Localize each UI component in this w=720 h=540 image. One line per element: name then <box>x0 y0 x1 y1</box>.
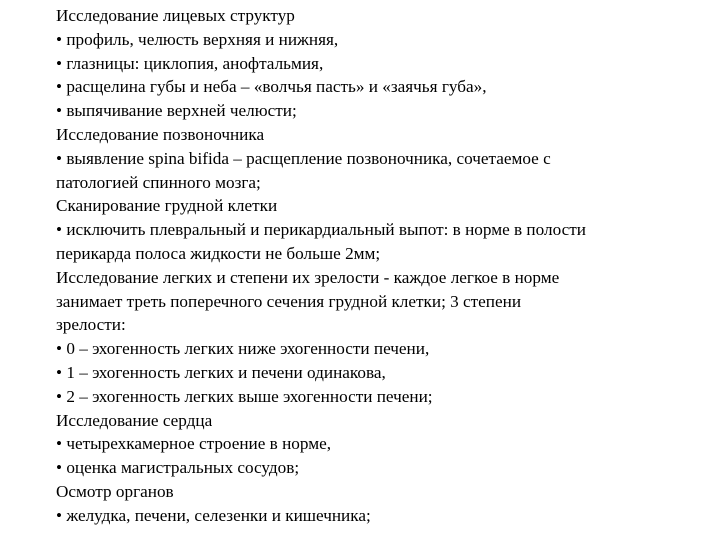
bullet-maturity-2: • 2 – эхогенность легких выше эхогенности печени; <box>56 386 433 406</box>
section-heading-lungs-maturity: Исследование легких и степени их зрелости - каждое легкое в норме <box>56 267 560 287</box>
bullet-maturity-0: • 0 – эхогенность легких ниже эхогенности печени, <box>56 339 430 359</box>
bullet-spina-bifida: • выявление spina bifida – расщепление позвоночника, сочетаемое с <box>56 148 551 168</box>
bullet-great-vessels: • оценка магистральных сосудов; <box>56 458 300 478</box>
section-heading-heart: Исследование сердца <box>56 410 213 430</box>
bullet-effusion-continued: перикарда полоса жидкости не больше 2мм; <box>56 243 381 263</box>
bullet-effusion: • исключить плевральный и перикардиальный выпот: в норме в полости <box>56 220 586 240</box>
bullet-spina-bifida-continued: патологией спинного мозга; <box>56 172 261 192</box>
bullet-abdominal-organs: • желудка, печени, селезенки и кишечника; <box>56 505 371 525</box>
bullet-upper-jaw-protrusion: • выпячивание верхней челюсти; <box>56 101 297 121</box>
section-heading-chest-scan: Сканирование грудной клетки <box>56 196 278 216</box>
section-heading-spine: Исследование позвоночника <box>56 124 265 144</box>
lungs-maturity-text: занимает треть поперечного сечения грудной клетки; 3 степени <box>56 291 522 311</box>
section-heading-facial-structures: Исследование лицевых структур <box>56 6 295 25</box>
section-heading-organs: Осмотр органов <box>56 481 174 501</box>
bullet-maturity-1: • 1 – эхогенность легких и печени одинакова, <box>56 362 386 382</box>
bullet-orbits: • глазницы: циклопия, анофтальмия, <box>56 53 324 73</box>
bullet-four-chamber: • четырехкамерное строение в норме, <box>56 434 332 454</box>
document-text <box>56 4 716 528</box>
bullet-profile-jaws: • профиль, челюсть верхняя и нижняя, <box>56 29 339 49</box>
bullet-cleft-lip-palate: • расщелина губы и неба – «волчья пасть» и «заячья губа», <box>56 77 487 97</box>
lungs-maturity-text-end: зрелости: <box>56 315 126 335</box>
